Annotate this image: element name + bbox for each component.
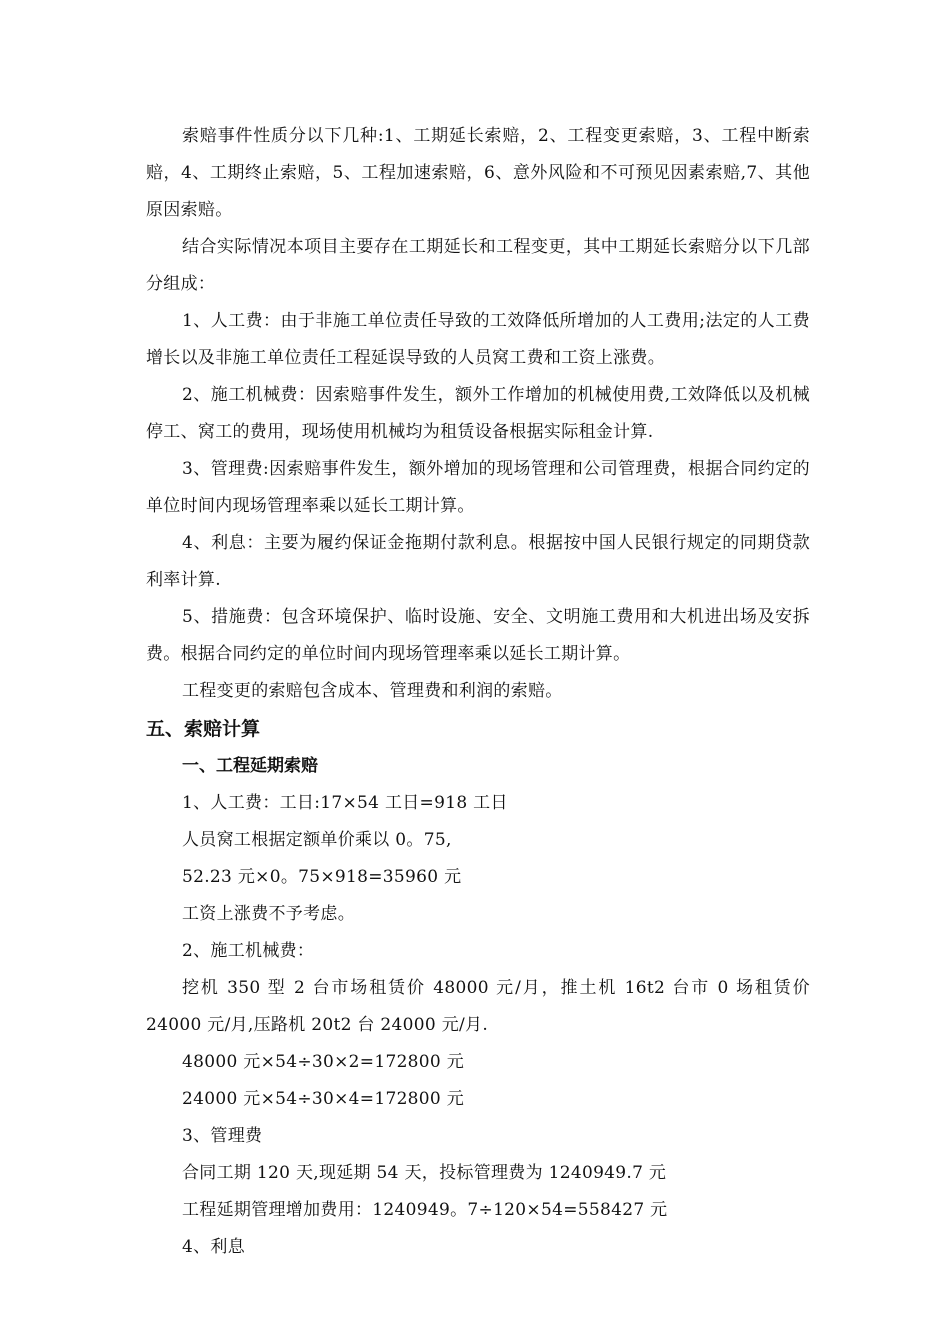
section-title: 五、索赔计算 [146, 718, 261, 740]
interest-calc-title: 4、利息 [182, 1237, 246, 1257]
document-page [146, 118, 810, 1266]
paragraph-management-fee: 3、管理费:因索赔事件发生，额外增加的现场管理和公司管理费，根据合同约定的单位时间内现场管理率乘以延长工期计算。 [146, 459, 810, 516]
paragraph-project-situation: 结合实际情况本项目主要存在工期延长和工程变更，其中工期延长索赔分以下几部分组成： [146, 237, 810, 294]
paragraph-interest: 4、利息：主要为履约保证金拖期付款利息。根据按中国人民银行规定的同期贷款利率计算. [146, 533, 810, 590]
management-calc-desc: 合同工期 120 天,现延期 54 天，投标管理费为 1240949.7 元 [182, 1163, 667, 1183]
machinery-calc-desc: 挖机 350 型 2 台市场租赁价 48000 元/月，推土机 16t2 台市 0 场租赁价 24000 元/月,压路机 20t2 台 24000 元/月. [146, 978, 810, 1035]
paragraph-change-claim: 工程变更的索赔包含成本、管理费和利润的索赔。 [182, 681, 563, 701]
wage-increase-note: 工资上涨费不予考虑。 [182, 904, 355, 924]
paragraph-machinery-cost: 2、施工机械费：因索赔事件发生，额外工作增加的机械使用费,工效降低以及机械停工、窝工的费用，现场使用机械均为租赁设备根据实际租金计算. [146, 385, 810, 442]
machinery-formula-2: 24000 元×54÷30×4=172800 元 [182, 1089, 465, 1109]
labor-calc-title: 1、人工费：工日:17×54 工日=918 工日 [182, 793, 508, 813]
subsection-title: 一、工程延期索赔 [182, 756, 318, 776]
management-calc-title: 3、管理费 [182, 1126, 263, 1146]
machinery-formula-1: 48000 元×54÷30×2=172800 元 [182, 1052, 465, 1072]
paragraph-claim-types: 索赔事件性质分以下几种:1、工期延长索赔，2、工程变更索赔，3、工程中断索赔，4、工期终止索赔，5、工程加速索赔，6、意外风险和不可预见因素索赔,7、其他原因索赔。 [146, 126, 810, 220]
labor-calc-formula: 52.23 元×0。75×918=35960 元 [182, 867, 462, 887]
management-calc-formula: 工程延期管理增加费用：1240949。7÷120×54=558427 元 [182, 1200, 668, 1220]
paragraph-measures-fee: 5、措施费：包含环境保护、临时设施、安全、文明施工费用和大机进出场及安拆费。根据合同约定的单位时间内现场管理率乘以延长工期计算。 [146, 607, 810, 664]
labor-calc-note: 人员窝工根据定额单价乘以 0。75, [182, 830, 452, 850]
machinery-calc-title: 2、施工机械费： [182, 941, 315, 961]
paragraph-labor-cost: 1、人工费：由于非施工单位责任导致的工效降低所增加的人工费用;法定的人工费增长以及非施工单位责任工程延误导致的人员窝工费和工资上涨费。 [146, 311, 810, 368]
